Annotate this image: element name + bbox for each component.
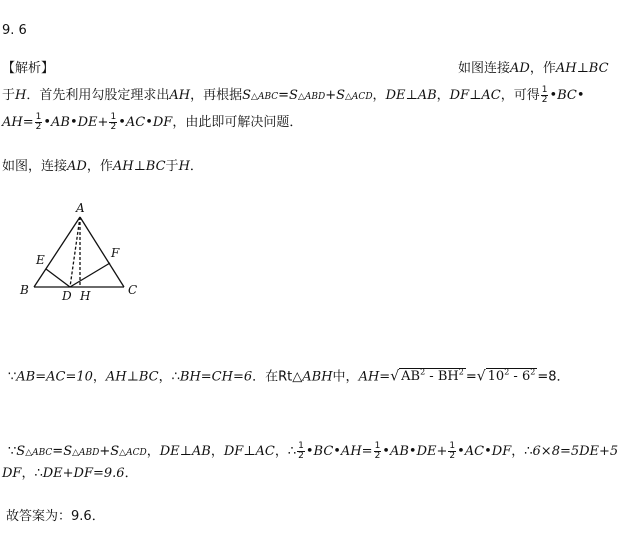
segment-DF [70, 263, 110, 287]
label-E: E [36, 253, 45, 267]
triangle-figure [14, 195, 154, 305]
construction-line: 如图，连接AD，作AH⊥BC于H． [2, 159, 203, 174]
analysis-tag: 【解析】 [2, 61, 55, 76]
analysis-line-2: 于H．首先利用勾股定理求出AH，再根据S△ABC=S△ABD+S△ACD，DE⊥AB，DF⊥AC，可得 $\frac{1}{2}$ •BC• [2, 85, 585, 105]
problem-number: 9. 6 [2, 23, 27, 38]
label-F: F [111, 246, 120, 260]
segment-DE [46, 269, 70, 287]
analysis-line-1-right: 如图连接AD，作AH⊥BC [458, 61, 609, 76]
analysis-line-3: AH= $\frac{1}{2}$ •AB•DE+ $\frac{1}{2}$ •AC•DF，由此即可解决问题． [2, 112, 303, 132]
answer-line: 故答案为：9.6． [6, 509, 105, 524]
segment-AD [70, 217, 80, 287]
label-A: A [76, 201, 85, 215]
step-1-line: ∵AB=AC=10，AH⊥BC，∴BH=CH=6．在Rt△ABH中，AH=√ $AB^2 - BH^2$ =√ $10^2 - 6^2 =8$． [8, 368, 570, 385]
label-B: B [20, 283, 29, 297]
label-H: H [80, 289, 91, 303]
label-C: C [128, 283, 138, 297]
step-2-line-1: ∵S△ABC=S△ABD+S△ACD，DE⊥AB，DF⊥AC，∴ $\frac{1}{2}$ •BC•AH= $\frac{1}{2}$ •AB•DE+ $\frac{1}{2}$ •AC•DF，∴6×8=5DE+5 [8, 441, 619, 461]
step-2-line-2: DF，∴DE+DF=9.6． [2, 466, 138, 481]
fraction-half: $\frac{1}{2}$ [541, 85, 548, 105]
label-D: D [62, 289, 72, 303]
